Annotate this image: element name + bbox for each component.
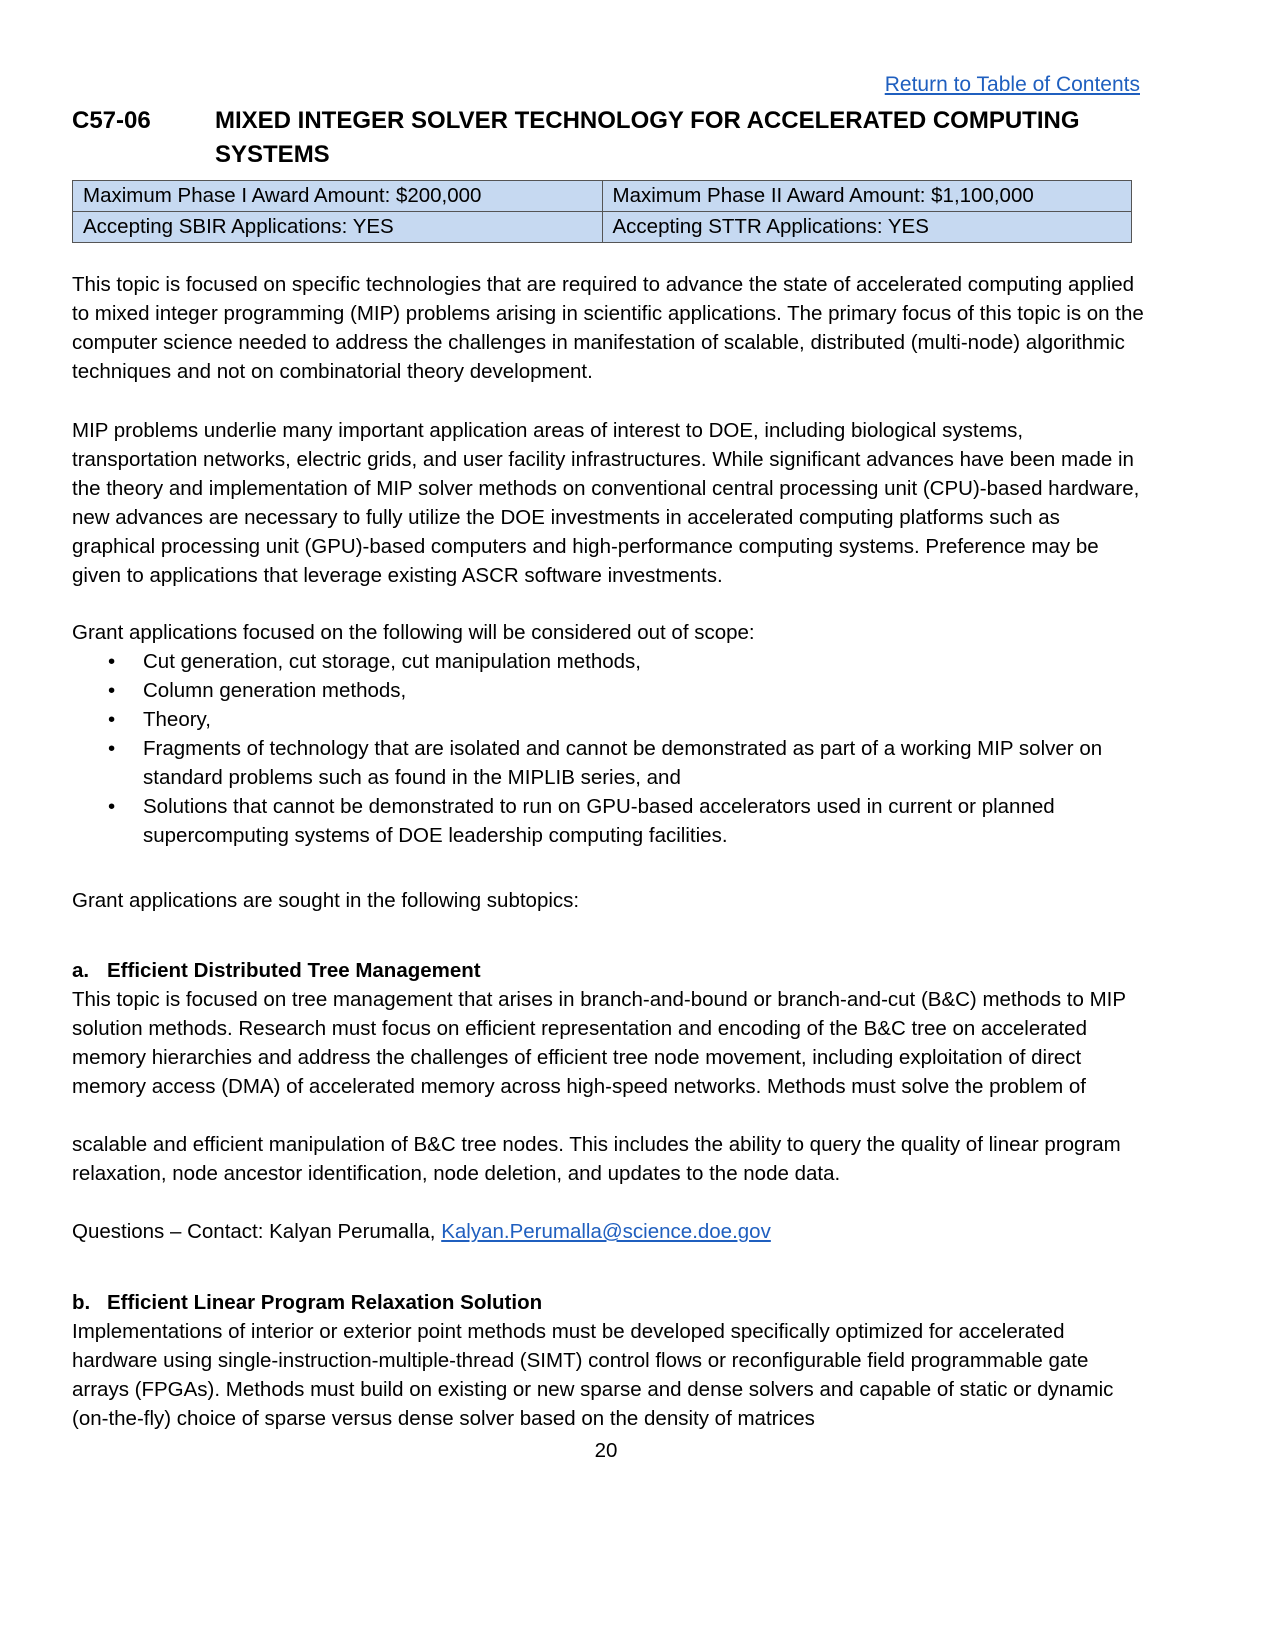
subtopic-a-contact: [72, 1217, 1147, 1246]
out-of-scope-list: [72, 647, 1140, 850]
bullet-icon: •: [108, 708, 116, 731]
phase2-award-cell: Maximum Phase II Award Amount: $1,100,000: [602, 181, 1132, 212]
subtopic-a-title: Efficient Distributed Tree Management: [107, 959, 481, 982]
table-row: [73, 181, 1132, 212]
subtopic-b-body-1: Implementations of interior or exterior point methods must be developed specifically optimized for accelerated hardware using single-instruction-multiple-thread (SIMT) control flows or reconfigurable field programmable gate arrays (FPGAs). Methods must build on existing or new sparse and dense solvers and capable of static or dynamic (on-the-fly) choice of sparse versus dense solver based on the density of matrices: [72, 1320, 1114, 1430]
sbir-cell: Accepting SBIR Applications: YES: [73, 212, 603, 243]
list-item: • Column generation methods,: [72, 676, 1140, 705]
return-to-toc-link[interactable]: Return to Table of Contents: [884, 73, 1140, 96]
bullet-icon: •: [108, 679, 116, 702]
contact-email-link[interactable]: Kalyan.Perumalla@science.doe.gov: [441, 1220, 771, 1243]
bullet-icon: •: [108, 737, 116, 760]
bullet-icon: •: [108, 795, 116, 818]
subtopic-a-body-2: scalable and efficient manipulation of B&C tree nodes. This includes the ability to query the quality of linear program relaxation, node ancestor identification, node deletion, and updates to the node data.: [72, 1133, 1121, 1185]
subtopic-b-label: b.: [72, 1291, 91, 1314]
topic-code: C57-06: [72, 107, 151, 134]
subtopic-b-heading: [72, 1288, 1147, 1317]
intro-paragraph-2: MIP problems underlie many important application areas of interest to DOE, including biological systems, transportation networks, electric grids, and user facility infrastructures. While significant advances have been made in the theory and implementation of MIP solver methods on conventional central processing unit (CPU)-based hardware, new advances are necessary to fully utilize the DOE investments in accelerated computing platforms such as graphical processing unit (GPU)-based computers and high-performance computing systems. Preference may be given to applications that leverage existing ASCR software investments.: [72, 419, 1140, 587]
bullet-icon: •: [108, 650, 116, 673]
list-item: • Solutions that cannot be demonstrated to run on GPU-based accelerators used in current or planned supercomputing systems of DOE leadership computing facilities.: [72, 792, 1140, 850]
list-item: • Cut generation, cut storage, cut manipulation methods,: [72, 647, 1140, 676]
contact-label: Questions – Contact: Kalyan Perumalla,: [72, 1220, 442, 1243]
subtopics-lead: Grant applications are sought in the following subtopics:: [72, 889, 580, 912]
topic-title: MIXED INTEGER SOLVER TECHNOLOGY FOR ACCELERATED COMPUTING SYSTEMS: [215, 107, 1080, 168]
subtopic-a-label: a.: [72, 959, 90, 982]
table-row: [73, 212, 1132, 243]
intro-paragraph-1: This topic is focused on specific technologies that are required to advance the state of accelerated computing applied to mixed integer programming (MIP) problems arising in scientific applications. The primary focus of this topic is on the computer science needed to address the challenges in manifestation of scalable, distributed (multi-node) algorithmic techniques and not on combinatorial theory development.: [72, 273, 1144, 383]
sttr-cell: Accepting STTR Applications: YES: [602, 212, 1132, 243]
list-item: • Fragments of technology that are isolated and cannot be demonstrated as part of a working MIP solver on standard problems such as found in the MIPLIB series, and: [72, 734, 1140, 792]
phase1-award-cell: Maximum Phase I Award Amount: $200,000: [73, 181, 603, 212]
subtopic-a-heading: [72, 956, 1147, 985]
subtopic-b-title: Efficient Linear Program Relaxation Solution: [107, 1291, 543, 1314]
list-item: • Theory,: [72, 705, 1140, 734]
out-of-scope-lead: Grant applications focused on the following will be considered out of scope:: [72, 621, 755, 644]
page-number: 20: [594, 1439, 618, 1462]
subtopic-a-body-1: This topic is focused on tree management that arises in branch-and-bound or branch-and-cut (B&C) methods to MIP solution methods. Research must focus on efficient representation and encoding of the B&C tree on accelerated memory hierarchies and address the challenges of efficient tree node movement, including exploitation of direct memory access (DMA) of accelerated memory across high-speed networks. Methods must solve the problem of: [72, 988, 1126, 1098]
award-table: [72, 180, 1132, 243]
